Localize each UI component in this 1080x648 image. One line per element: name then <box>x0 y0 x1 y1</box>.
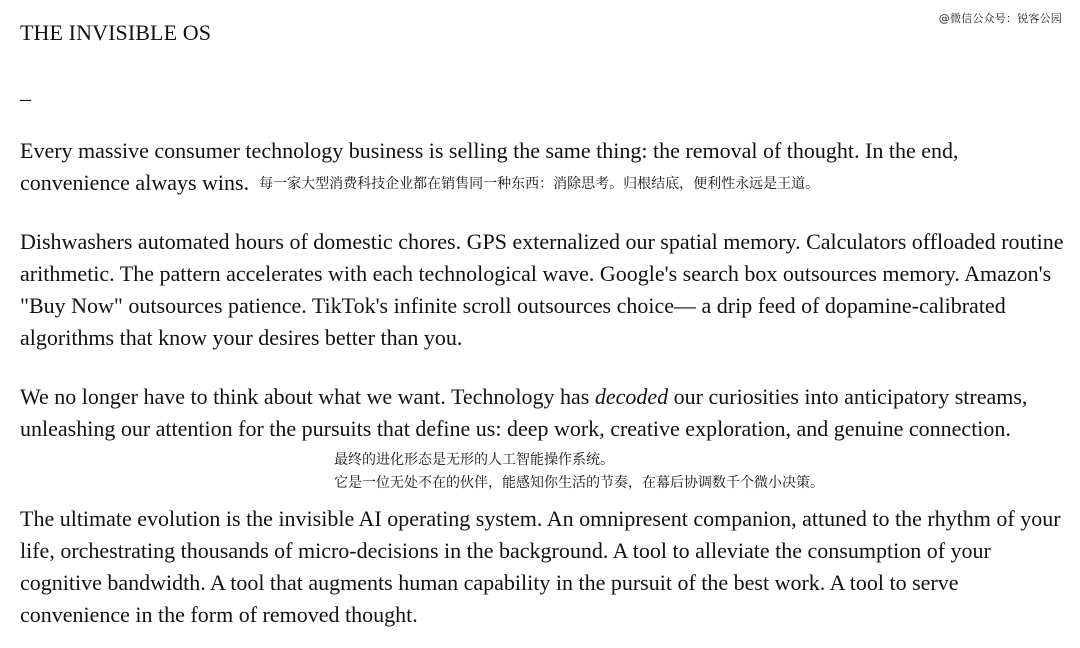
paragraph-2: Dishwashers automated hours of domestic chores. GPS externalized our spatial memory. Calculators offloaded routine arithmetic. The pattern accelerates with each technological wave. Google's search box outsources memory. Amazon's "Buy Now" outsources patience. TikTok's infinite scroll outsources choice— a drip feed of dopamine-calibrated algorithms that know your desires better than you. <box>20 229 1064 350</box>
translation-block <box>334 449 824 495</box>
paragraph-3-before: We no longer have to think about what we want. Technology has <box>20 384 595 409</box>
paragraph-4: The ultimate evolution is the invisible AI operating system. An omnipresent companion, attuned to the rhythm of your life, orchestrating thousands of micro-decisions in the background. A tool to alleviate the consumption of your cognitive bandwidth. A tool that augments human capability in the pursuit of the best work. A tool to serve convenience in the form of removed thought. <box>20 506 1061 627</box>
paragraph-3-emphasis: decoded <box>594 384 669 409</box>
paragraph-3-after: our curiosities into anticipatory streams, unleashing our attention for the pursuits that define us: deep work, creative exploration, and genuine connection. <box>20 384 1028 441</box>
watermark: @微信公众号：锐客公园 <box>938 12 1062 25</box>
page-title: THE INVISIBLE OS <box>20 20 212 45</box>
translation-line-2: 它是一位无处不在的伙伴，能感知你生活的节奏，在幕后协调数千个微小决策。 <box>334 475 824 491</box>
translation-line-1: 最终的进化形态是无形的人工智能操作系统。 <box>334 452 614 468</box>
paragraph-1-text: Every massive consumer technology business is selling the same thing: the removal of thought. In the end, convenience always wins. <box>20 138 959 195</box>
separator: _ <box>20 78 31 103</box>
paragraph-1-translation: 每一家大型消费科技企业都在销售同一种东西：消除思考。归根结底，便利性永远是王道。 <box>259 176 820 192</box>
paragraph-1 <box>20 135 1070 202</box>
paragraph-3 <box>20 381 1070 445</box>
